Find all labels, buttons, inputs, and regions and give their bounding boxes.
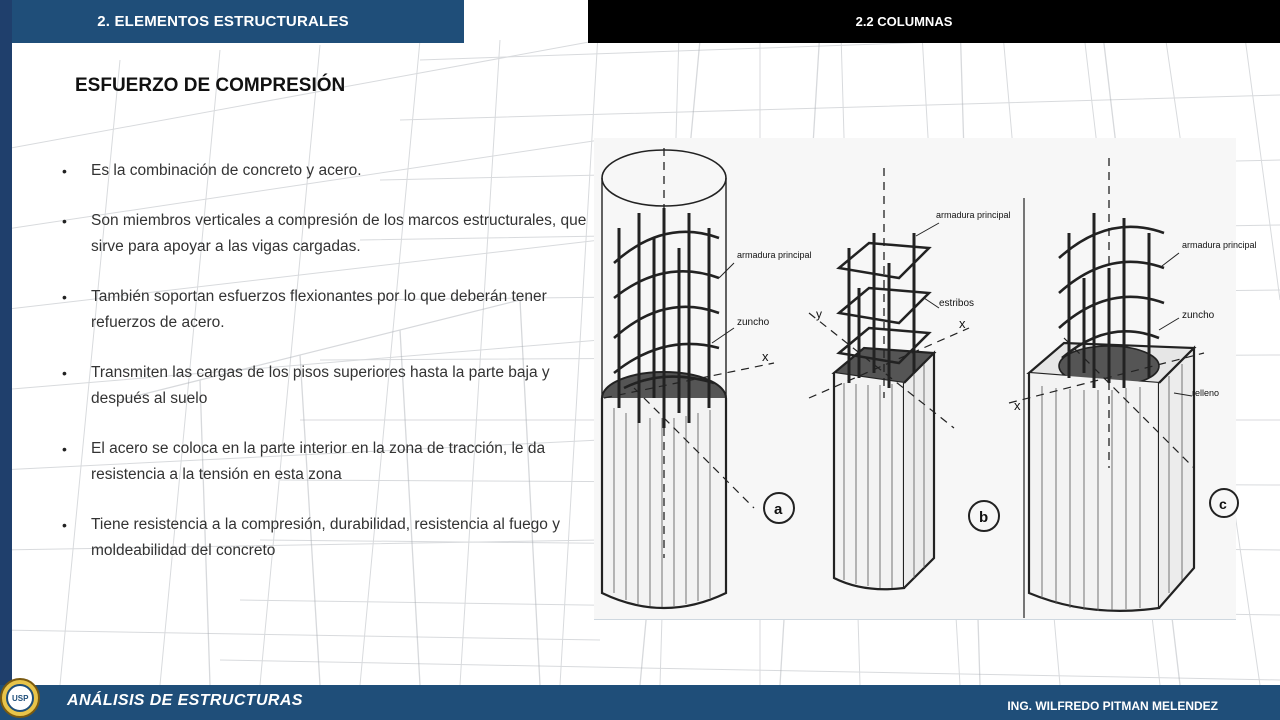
- label-c-axis-x: x: [1014, 398, 1021, 413]
- bullet-text: Transmiten las cargas de los pisos superiores hasta la parte baja y después al suelo: [91, 364, 550, 407]
- label-a-zuncho: zuncho: [737, 317, 770, 328]
- slide-title: ESFUERZO DE COMPRESIÓN: [75, 75, 346, 96]
- label-c-relleno: relleno: [1192, 388, 1220, 398]
- label-panel-a: a: [774, 501, 783, 518]
- column-a: [602, 148, 794, 608]
- section-title: 2. ELEMENTOS ESTRUCTURALES: [97, 13, 349, 30]
- bullet-item: [60, 284, 595, 336]
- bullet-text: El acero se coloca en la parte interior en la zona de tracción, le da resistencia a la tensión en esta zona: [91, 440, 546, 483]
- label-a-armadura: armadura principal: [737, 250, 812, 260]
- label-c-armadura: armadura principal: [1182, 240, 1257, 250]
- course-title: ANÁLISIS DE ESTRUCTURAS: [67, 692, 303, 709]
- subsection-header: [588, 0, 1280, 43]
- label-c-zuncho: zuncho: [1182, 310, 1215, 321]
- bullet-text: Es la combinación de concreto y acero.: [91, 162, 362, 179]
- label-b-axis-x: x: [959, 316, 966, 331]
- label-a-axis-x: x: [762, 349, 769, 364]
- bullet-dot-icon: •: [62, 441, 67, 457]
- label-b-estribos: estribos: [939, 298, 975, 309]
- column-types-figure: [594, 138, 1257, 620]
- bullet-dot-icon: •: [62, 289, 67, 305]
- bullet-dot-icon: •: [62, 517, 67, 533]
- column-diagram: [594, 138, 1257, 620]
- label-b-axis-y: y: [816, 307, 822, 321]
- bullet-dot-icon: •: [62, 365, 67, 381]
- bullet-text: También soportan esfuerzos flexionantes por lo que deberán tener refuerzos de acero.: [91, 288, 547, 331]
- bullet-dot-icon: •: [62, 213, 67, 229]
- bullet-dot-icon: •: [62, 163, 67, 179]
- author-name: ING. WILFREDO PITMAN MELENDEZ: [1007, 699, 1218, 713]
- label-b-armadura: armadura principal: [936, 210, 1011, 220]
- label-panel-c: c: [1219, 496, 1227, 512]
- bullet-item: [60, 208, 595, 260]
- bullet-text: Son miembros verticales a compresión de los marcos estructurales, que sirve para apoyar a las vigas cargadas.: [91, 212, 587, 255]
- subsection-title: 2.2 COLUMNAS: [855, 14, 953, 29]
- section-header: [12, 0, 464, 43]
- left-accent-bar: [0, 0, 12, 685]
- university-seal-icon: [0, 672, 44, 720]
- seal-text: USP: [12, 694, 29, 703]
- bullet-item: [60, 512, 595, 564]
- bullet-item: [60, 158, 595, 184]
- bullet-list: [60, 158, 595, 588]
- bullet-item: [60, 436, 595, 488]
- bullet-item: [60, 360, 595, 412]
- bullet-text: Tiene resistencia a la compresión, durabilidad, resistencia al fuego y moldeabilidad del concreto: [91, 516, 560, 559]
- column-b: [809, 168, 999, 589]
- label-panel-b: b: [979, 509, 989, 526]
